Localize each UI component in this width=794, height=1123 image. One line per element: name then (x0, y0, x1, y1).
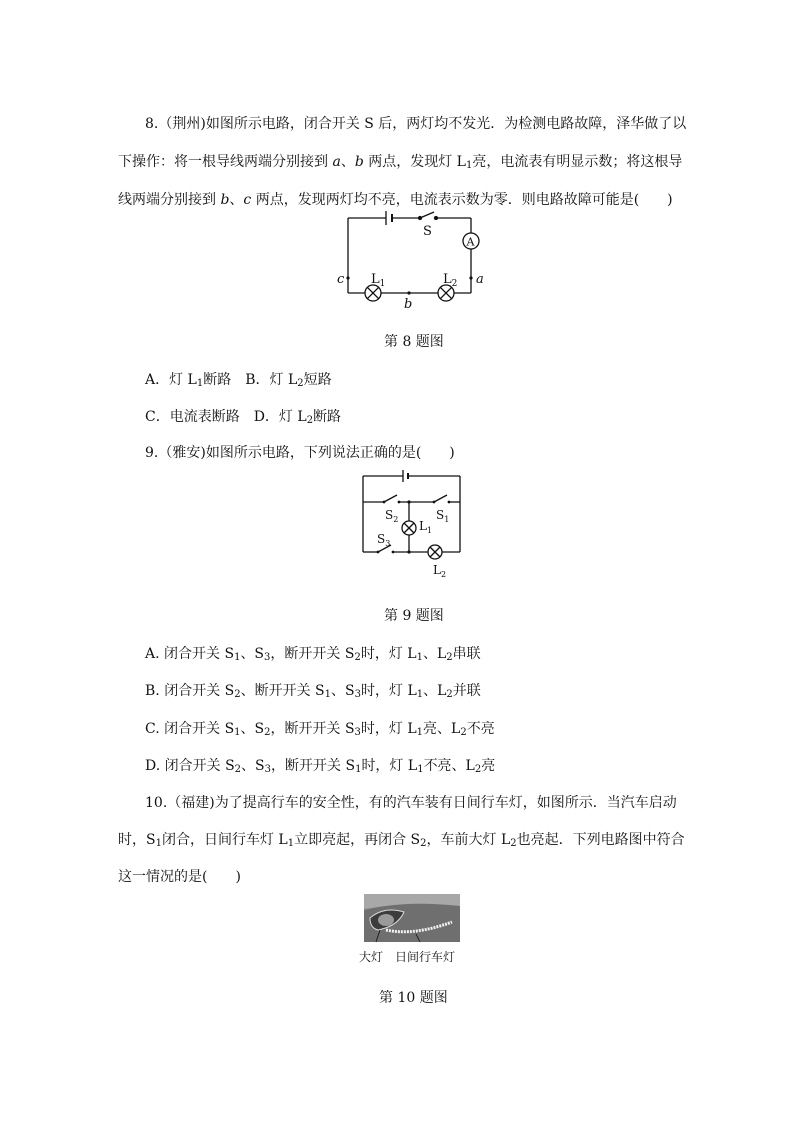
subscript: 2 (446, 652, 453, 663)
subscript: 2 (420, 838, 427, 849)
q8-text: 、 (340, 154, 355, 170)
photo-label-drl: 日间行车灯 (395, 950, 456, 964)
lamp-letter: L (419, 519, 427, 533)
switch-s2-label (385, 508, 398, 524)
q8-text: 亮，电流表有明显示数；将这根导 (472, 154, 683, 170)
opt-text: 时，灯 L (360, 646, 417, 662)
q9-option-d (145, 757, 495, 775)
subscript: 3 (264, 764, 272, 775)
lamp-l1-label (371, 272, 385, 289)
opt-text: 、S (240, 721, 265, 737)
subscript: 1 (416, 689, 424, 700)
switch-label: S (423, 224, 432, 239)
switch-contact (433, 501, 436, 504)
ammeter-label: A (466, 235, 475, 249)
node-a-label: a (476, 272, 484, 287)
car-photo-drawing (364, 894, 460, 942)
switch-letter: S (436, 508, 445, 522)
q9-option-a (145, 645, 481, 663)
subscript: 3 (264, 652, 271, 663)
junction-dot (407, 550, 410, 553)
node-b (407, 291, 410, 294)
node-c-label: c (337, 272, 345, 287)
subscript: 1 (155, 838, 162, 849)
opt-text: D. 闭合开关 S (145, 758, 235, 774)
subscript: 1 (416, 652, 423, 663)
q9-option-b (145, 682, 481, 700)
subscript: 1 (465, 160, 473, 171)
opt-text: 不亮 (466, 721, 495, 737)
subscript: 1 (234, 727, 241, 738)
q9-circuit-diagram (355, 468, 470, 583)
q8-circuit-diagram (330, 205, 490, 315)
lamp-letter: L (433, 563, 441, 577)
subscript: 3 (354, 689, 361, 700)
opt-text: 并联 (452, 683, 481, 699)
switch-s1-label (436, 508, 449, 524)
q10-text: ，车前大灯 L (426, 832, 511, 848)
subscript: 1 (196, 378, 204, 389)
q8-caption: 第 8 题图 (384, 334, 444, 350)
switch-s3-label (377, 532, 390, 548)
opt-text: 断路 B．灯 L (203, 372, 298, 388)
opt-text: 、S (241, 758, 265, 774)
opt-text: B. 闭合开关 S (145, 683, 235, 699)
subscript: 2 (264, 727, 271, 738)
opt-text: 、L (423, 683, 447, 699)
q10-text: 闭合，日间行车灯 L (161, 832, 288, 848)
opt-text: 、S (331, 683, 355, 699)
subscript: 1 (417, 764, 424, 775)
switch-contact (398, 501, 401, 504)
subscript: 2 (460, 727, 467, 738)
switch-blade (420, 212, 434, 218)
opt-text: 时，灯 L (361, 758, 418, 774)
q10-line-1: 10.（福建)为了提高行车的安全性，有的汽车装有日间行车灯，如图所示．当汽车启动 (145, 795, 677, 811)
q10-line-3: 这一情况的是( ) (118, 869, 241, 885)
subscript: 1 (324, 689, 332, 700)
opt-text: ，断开开关 S (270, 721, 355, 737)
opt-text: 时，灯 L (360, 721, 417, 737)
subscript: 1 (355, 764, 362, 775)
q10-caption: 第 10 题图 (379, 990, 448, 1006)
var-c: c (243, 192, 252, 208)
q9-line-1: 9.（雅安)如图所示电路，下列说法正确的是( ) (145, 445, 455, 461)
lamp-letter: L (443, 272, 452, 287)
switch-letter: S (385, 508, 394, 522)
switch-sub: 1 (444, 515, 450, 524)
q9-option-c (145, 720, 495, 738)
node-a (469, 276, 472, 279)
lamp-sub: 1 (379, 279, 386, 289)
opt-text: 亮 (481, 758, 496, 774)
subscript: 2 (354, 652, 361, 663)
q9-caption: 第 9 题图 (384, 608, 444, 624)
var-b: b (220, 192, 230, 208)
q8-text: 下操作：将一根导线两端分别接到 (118, 154, 333, 170)
switch-letter: S (377, 532, 386, 546)
switch-s2-blade (384, 495, 397, 502)
subscript: 1 (234, 652, 241, 663)
photo-label-headlight: 大灯 (359, 950, 384, 964)
q8-text: 线两端分别接到 (118, 192, 221, 208)
opt-text: 断路 (313, 409, 342, 425)
car-headlight-photo (364, 894, 460, 942)
q8-line-2 (118, 153, 682, 171)
q10-text: 时，S (118, 832, 156, 848)
q8-text: 两点，发现两灯均不亮，电流表示数为零．则电路故障可能是( ) (251, 192, 673, 208)
opt-text: 亮、L (423, 721, 461, 737)
subscript: 1 (416, 727, 424, 738)
switch-contact (383, 501, 386, 504)
subscript: 2 (234, 764, 242, 775)
lamp-l1-label (419, 519, 432, 535)
opt-text: C. 闭合开关 S (145, 721, 235, 737)
lamp-sub: 2 (451, 279, 458, 289)
switch-sub: 3 (385, 539, 391, 548)
opt-text: A．灯 L (145, 372, 197, 388)
subscript: 2 (446, 689, 453, 700)
q10-line-2 (118, 831, 685, 849)
q10-text: 立即亮起，再闭合 S (294, 832, 421, 848)
switch-s1-blade (434, 495, 447, 502)
switch-sub: 2 (393, 515, 399, 524)
var-b: b (354, 154, 364, 170)
q10-text: 也亮起．下列电路图中符合 (516, 832, 685, 848)
subscript: 2 (474, 764, 482, 775)
opt-text: 串联 (452, 646, 481, 662)
opt-text: 、L (422, 646, 447, 662)
q8-line-1: 8.（荆州)如图所示电路，闭合开关 S 后，两灯均不发光．为检测电路故障，泽华做了以 (145, 116, 687, 132)
lamp-sub: 2 (440, 570, 447, 579)
subscript: 2 (306, 415, 314, 426)
subscript: 2 (510, 838, 517, 849)
q8-options-cd (145, 408, 341, 426)
lamp-l2-label (443, 272, 457, 289)
subscript: 3 (354, 727, 361, 738)
opt-text: ，断开开关 S (271, 758, 356, 774)
opt-text: 时，灯 L (361, 683, 417, 699)
opt-text: A. 闭合开关 S (145, 646, 235, 662)
q8-text: 、 (229, 192, 244, 208)
switch-contact (448, 501, 451, 504)
subscript: 1 (287, 838, 295, 849)
subscript: 2 (297, 378, 304, 389)
junction-dot (407, 500, 410, 503)
node-c (346, 276, 349, 279)
opt-text: 短路 (303, 372, 332, 388)
opt-text: C．电流表断路 D．灯 L (145, 409, 307, 425)
var-a: a (332, 154, 341, 170)
q8-options-ab (145, 371, 332, 389)
subscript: 2 (234, 689, 241, 700)
node-b-label: b (404, 297, 413, 312)
opt-text: ，断开开关 S (270, 646, 355, 662)
lamp-l2-label (433, 563, 446, 579)
switch-contact (392, 551, 395, 554)
opt-text: 不亮、L (423, 758, 475, 774)
lamp-letter: L (371, 272, 380, 287)
switch-contact (377, 551, 380, 554)
opt-text: 、断开开关 S (240, 683, 325, 699)
lamp-sub: 1 (426, 526, 433, 535)
q8-text: 两点，发现灯 L (363, 154, 466, 170)
opt-text: 、S (240, 646, 265, 662)
